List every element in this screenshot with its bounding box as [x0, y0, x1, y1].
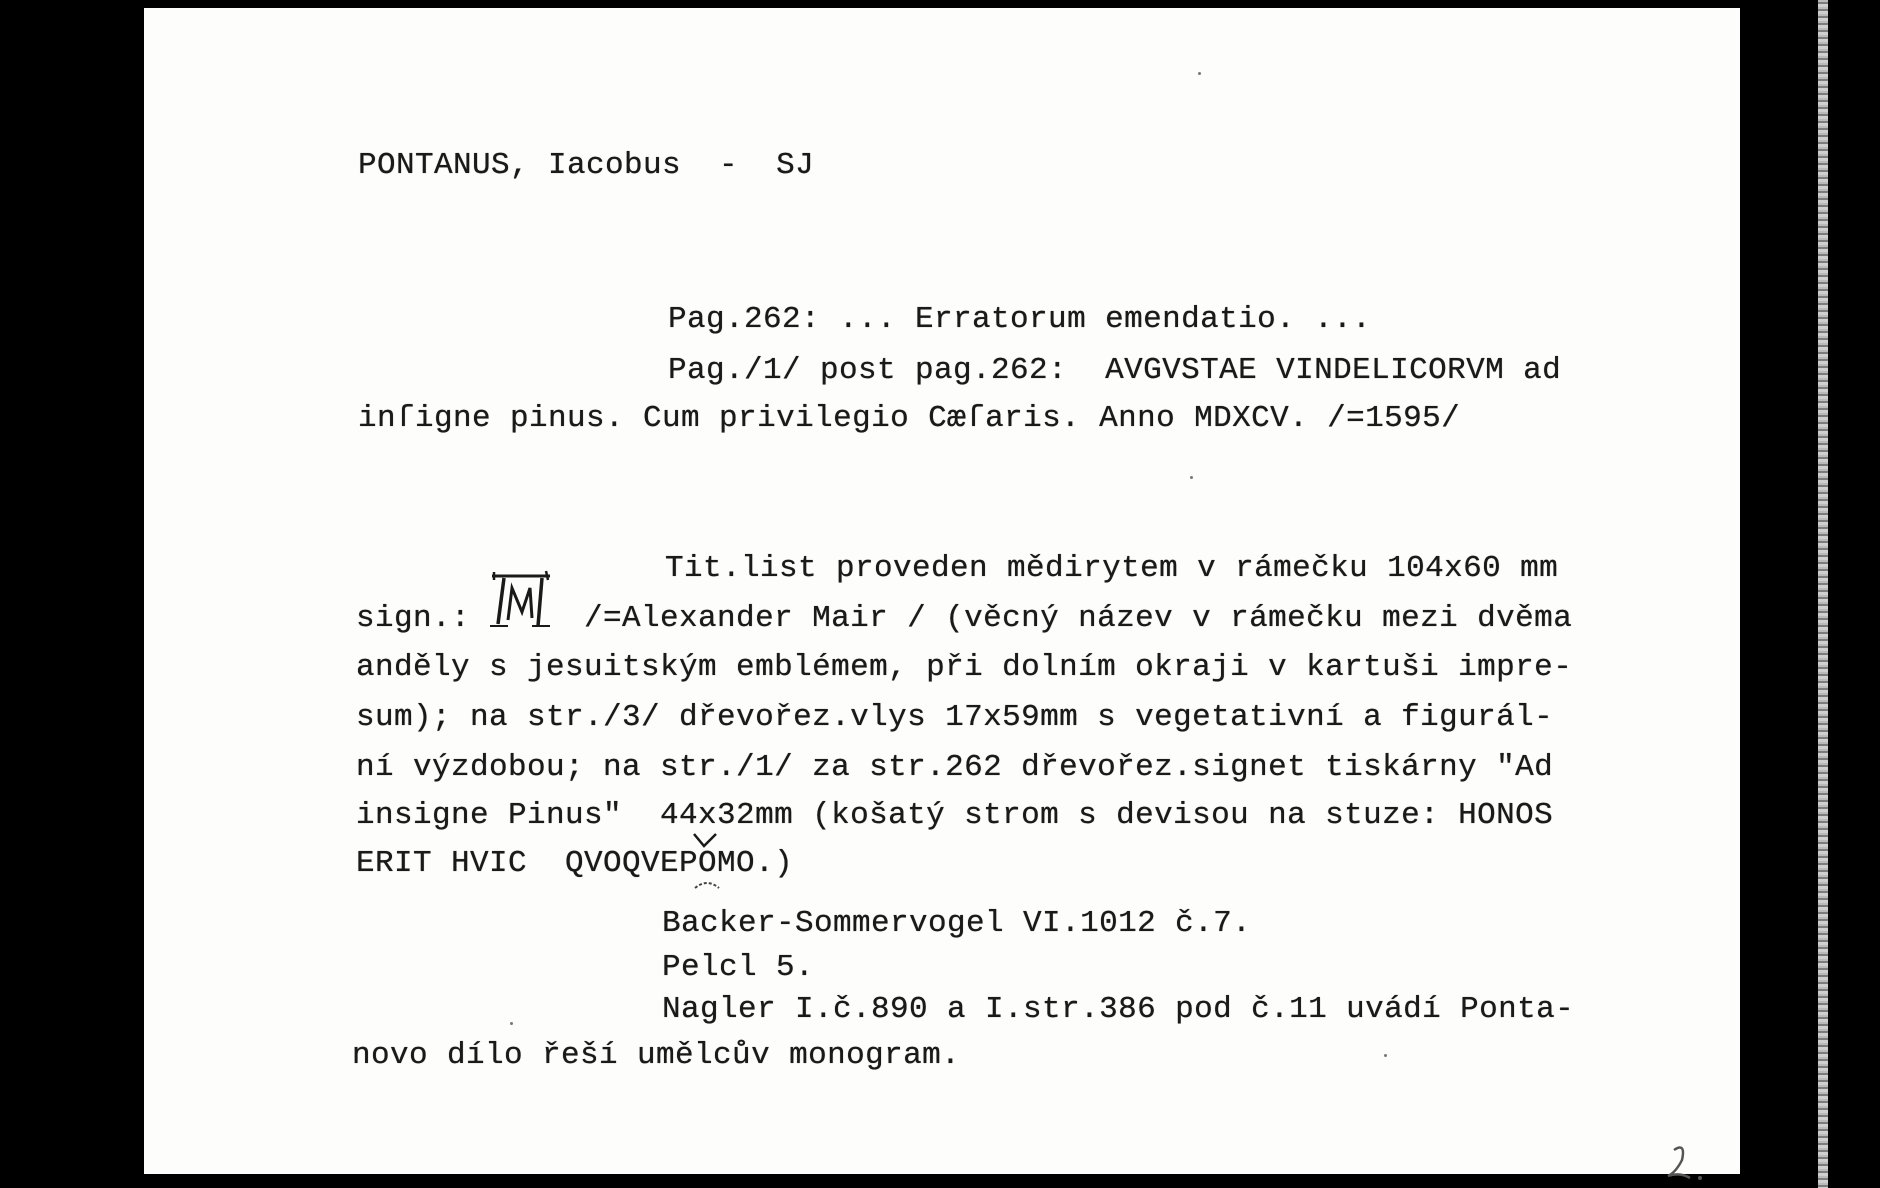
- text-line-13: Nagler I.č.890 a I.str.386 pod č.11 uvádí Ponta-: [662, 992, 1575, 1027]
- text-line-5: sign.: /=Alexander Mair / (věcný název v rámečku mezi dvěma: [356, 601, 1573, 636]
- text-line-9: insigne Pinus" 44x32mm (košatý strom s devisou na stuze: HONOS: [356, 798, 1554, 833]
- text-line-6: anděly s jesuitským emblémem, při dolním okraji v kartuši impre-: [356, 650, 1573, 685]
- card-heading: PONTANUS, Iacobus - SJ: [358, 148, 815, 183]
- monogram-drawing: [488, 568, 554, 630]
- text-line-12: Pelcl 5.: [662, 950, 815, 985]
- text-line-7: sum); na str./3/ dřevořez.vlys 17x59mm s vegetativní a figurál-: [356, 700, 1554, 735]
- card-stack-edge: [1818, 0, 1828, 1188]
- text-line-3: inſigne pinus. Cum privilegio Cæſaris. Anno MDXCV. /=1595/: [358, 401, 1461, 436]
- text-line-2: Pag./1/ post pag.262: AVGVSTAE VINDELICORVM ad: [668, 353, 1562, 388]
- text-line-4: Tit.list proveden mědirytem v rámečku 104x60 mm: [665, 551, 1559, 586]
- speck: [1384, 1054, 1387, 1057]
- ligature-mark-top: [690, 830, 722, 850]
- speck: [1190, 476, 1193, 479]
- speck: [510, 1022, 513, 1025]
- corner-pencil-number: [1660, 1140, 1708, 1184]
- text-line-14: novo dílo řeší umělcův monogram.: [352, 1038, 961, 1073]
- text-line-8: ní výzdobou; na str./1/ za str.262 dřevořez.signet tiskárny "Ad: [356, 750, 1554, 785]
- text-line-11: Backer-Sommervogel VI.1012 č.7.: [662, 906, 1252, 941]
- text-line-1: Pag.262: ... Erratorum emendatio. ...: [668, 302, 1372, 337]
- speck: [1198, 72, 1201, 75]
- text-line-10: ERIT HVIC QVOQVEPOMO.): [356, 846, 794, 881]
- ligature-mark-bottom: [692, 878, 722, 892]
